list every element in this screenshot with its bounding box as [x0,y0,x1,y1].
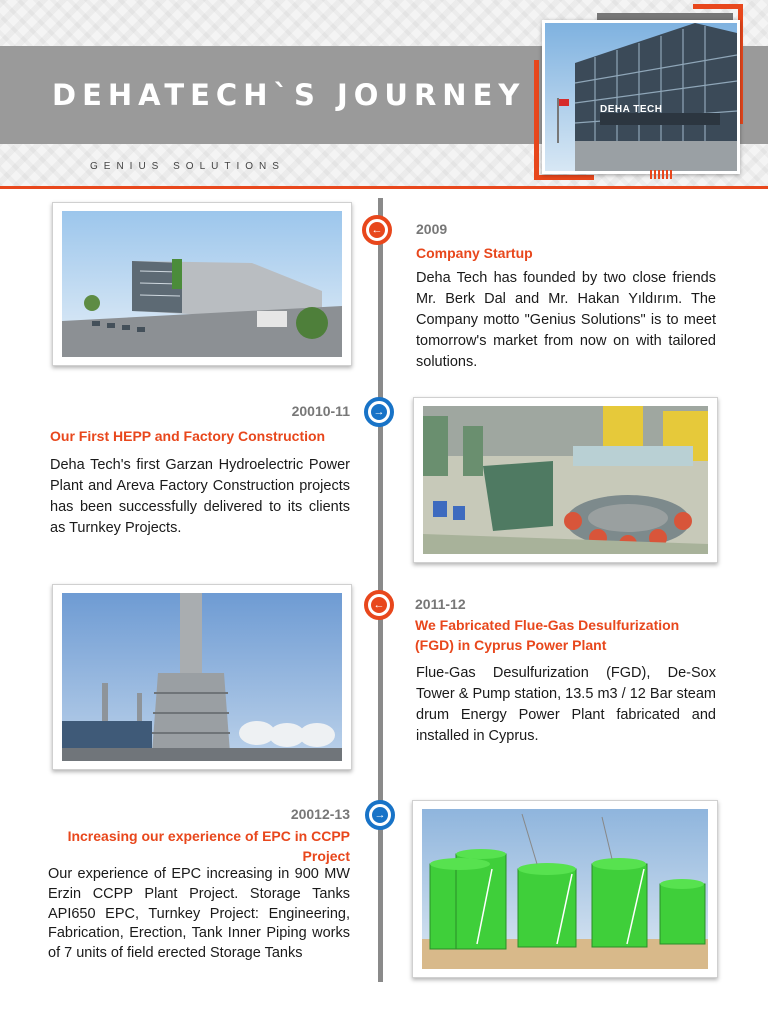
milestone-year: 2009 [416,221,448,237]
arrow-right-icon: → [372,807,388,823]
milestone-year: 20010-11 [291,403,350,419]
milestone-photo-factory-floor [413,397,718,563]
timeline-node-2009 [362,215,392,245]
building-sign: DEHA TECH [600,104,663,115]
milestone-photo-storage-tanks [412,800,718,978]
page-title: DEHATECH`S JOURNEY [52,78,526,112]
header-divider [0,186,768,189]
milestone-year: 2011-12 [415,596,466,612]
arrow-left-icon: ← [369,222,385,238]
timeline-node-2012-13 [365,800,395,830]
page-subtitle: GENIUS SOLUTIONS [90,161,285,172]
milestone-description: Flue-Gas Desulfurization (FGD), De-Sox Tower & Pump station, 13.5 m3 / 12 Bar steam drum Energy Power Plant fabricated and installed in Cyprus. [416,665,716,744]
milestone-title: Our First HEPP and Factory Construction [50,428,326,444]
milestone-description: Deha Tech's first Garzan Hydroelectric Power Plant and Areva Factory Construction projects has been successfully delivered to its clients as Turnkey Projects. [50,457,350,536]
headquarters-photo [542,20,740,174]
milestone-title: Increasing our experience of EPC in CCPP Project [67,828,350,864]
milestone-title: Company Startup [416,245,533,261]
milestone-title: We Fabricated Flue-Gas Desulfurization (FGD) in Cyprus Power Plant [415,617,680,653]
milestone-description: Deha Tech has founded by two close friends Mr. Berk Dal and Mr. Hakan Yıldırım. The Company motto "Genius Solutions" is to meet tomorrow's market from now on with tailored solutions. [416,270,716,370]
arrow-left-icon: ← [371,597,387,613]
timeline-node-2011-12 [364,590,394,620]
milestone-year: 20012-13 [290,806,350,822]
milestone-photo-desulfurization-tower [52,584,352,770]
arrow-right-icon: → [371,404,387,420]
milestone-photo-factory-building [52,202,352,366]
milestone-description: Our experience of EPC increasing in 900 MW Erzin CCPP Plant Project. Storage Tanks API650 EPC, Turnkey Project: Engineering, Fabrication, Erection, Tank Inner Piping works of 7 units of field erected Storage Tanks [48,866,350,962]
timeline-node-2010-11 [364,397,394,427]
decorative-barcode [650,170,674,179]
